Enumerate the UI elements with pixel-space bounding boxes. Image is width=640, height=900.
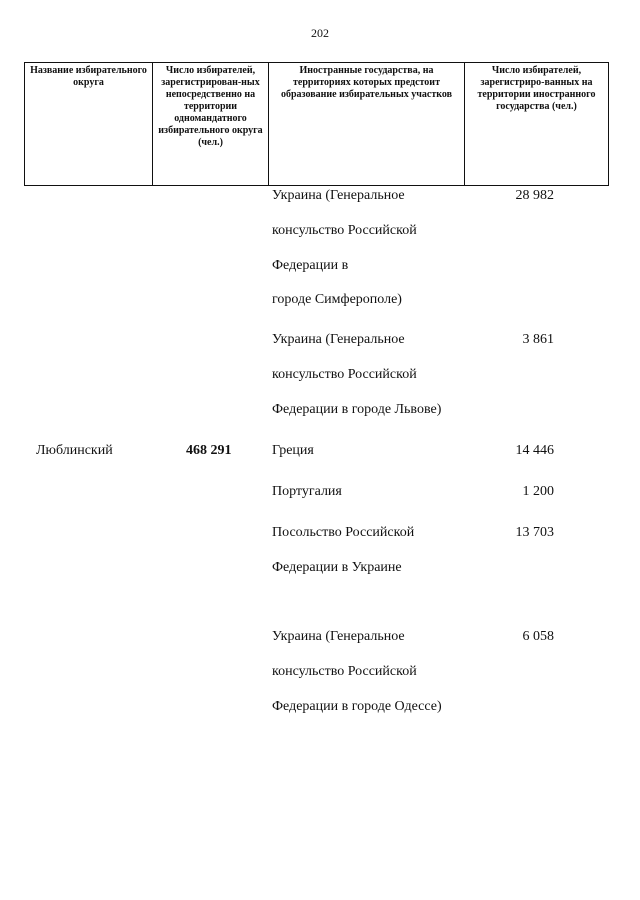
column-header-foreign-states: Иностранные государства, на территориях которых предстоит образование избирательных участков (269, 63, 465, 186)
entry-0-count: 28 982 (515, 188, 554, 203)
entry-5-count: 6 058 (522, 629, 554, 644)
district-name: Люблинский (36, 443, 113, 458)
entry-5-line-1: консульство Российской (272, 664, 417, 679)
entry-1-line-1: консульство Российской (272, 367, 417, 382)
entry-0-line-1: консульство Российской (272, 223, 417, 238)
page-number: 202 (311, 26, 329, 40)
column-header-district: Название избирательного округа (25, 63, 153, 186)
entry-0-line-0: Украина (Генеральное (272, 188, 405, 203)
entry-1-count: 3 861 (522, 332, 554, 347)
entry-2-count: 14 446 (515, 443, 554, 458)
column-header-foreign-voters: Число избирателей, зарегистриро-ванных на территории иностранного государства (чел.) (465, 63, 609, 186)
entry-3-line-0: Португалия (272, 484, 342, 499)
entry-4-line-0: Посольство Российской (272, 525, 415, 540)
entry-2-line-0: Греция (272, 443, 314, 458)
table-header (24, 62, 609, 186)
district-voters: 468 291 (186, 443, 232, 458)
entry-5-line-0: Украина (Генеральное (272, 629, 405, 644)
entry-4-count: 13 703 (515, 525, 554, 540)
entry-1-line-2: Федерации в городе Львове) (272, 402, 442, 417)
entry-5-line-2: Федерации в городе Одессе) (272, 699, 442, 714)
entry-3-count: 1 200 (522, 484, 554, 499)
entry-0-line-2: Федерации в (272, 258, 349, 273)
entry-1-line-0: Украина (Генеральное (272, 332, 405, 347)
entry-4-line-1: Федерации в Украине (272, 560, 402, 575)
column-header-district-voters: Число избирателей, зарегистрирован-ных непосредственно на территории одномандатного избирательного округа (чел.) (153, 63, 269, 186)
entry-0-line-3: городе Симферополе) (272, 292, 402, 307)
